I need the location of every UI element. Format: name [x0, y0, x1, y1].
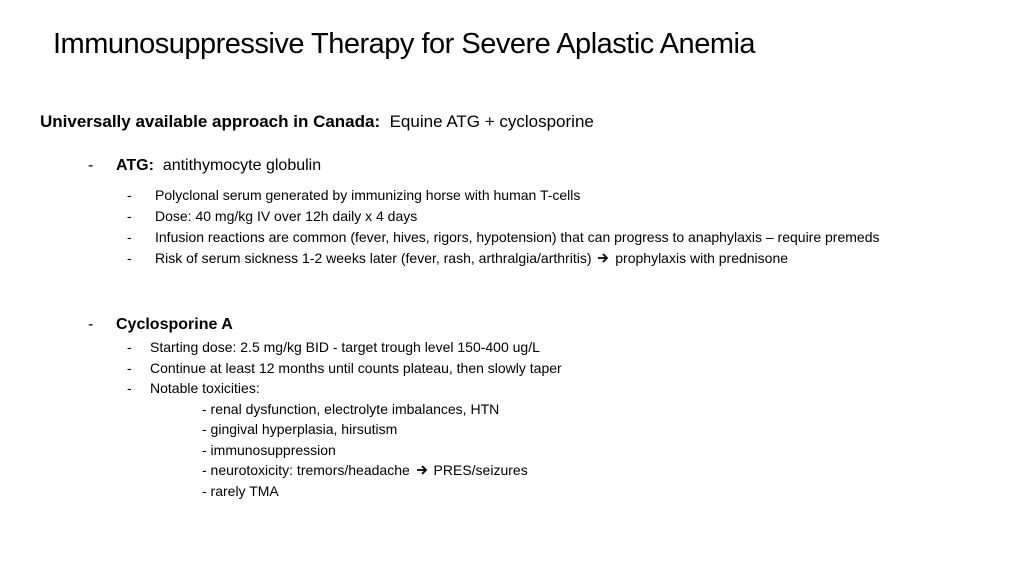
- toxicity-item: - rarely TMA: [202, 483, 279, 499]
- atg-item-text: Risk of serum sickness 1-2 weeks later (fever, rash, arthralgia/arthritis): [155, 250, 592, 266]
- toxicity-tail: PRES/seizures: [433, 462, 528, 478]
- atg-item-text: Polyclonal serum generated by immunizing horse with human T-cells: [155, 187, 581, 203]
- right-arrow-icon: [597, 250, 609, 266]
- bullet-dash: -: [127, 360, 132, 376]
- atg-item: [127, 250, 788, 266]
- bullet-dash: -: [88, 316, 94, 333]
- cyclosporine-heading-line: [88, 316, 233, 334]
- toxicity-item: - gingival hyperplasia, hirsutism: [202, 421, 398, 437]
- toxicity-text: - neurotoxicity: tremors/headache: [202, 462, 410, 478]
- slide-title: Immunosuppressive Therapy for Severe Aplastic Anemia: [53, 28, 756, 60]
- cyclosporine-item-text: Continue at least 12 months until counts plateau, then slowly taper: [150, 360, 562, 376]
- bullet-dash: -: [127, 250, 132, 266]
- atg-heading-line: [88, 157, 321, 175]
- toxicity-item: - immunosuppression: [202, 442, 336, 458]
- toxicity-item: [202, 462, 528, 478]
- intro-value: Equine ATG + cyclosporine: [389, 112, 594, 131]
- atg-item-text: Infusion reactions are common (fever, hives, rigors, hypotension) that can progress to anaphylaxis – require premeds: [155, 229, 880, 245]
- intro-label: Universally available approach in Canada:: [40, 112, 381, 131]
- cyclosporine-item: [127, 360, 562, 376]
- atg-item-tail: prophylaxis with prednisone: [615, 250, 789, 266]
- bullet-dash: -: [127, 380, 132, 396]
- atg-item: [127, 187, 580, 203]
- atg-item-text: Dose: 40 mg/kg IV over 12h daily x 4 days: [155, 208, 418, 224]
- atg-item: [127, 208, 417, 224]
- cyclosporine-item: [127, 339, 540, 355]
- cyclosporine-item-text: Starting dose: 2.5 mg/kg BID - target trough level 150-400 ug/L: [150, 339, 540, 355]
- atg-item: [127, 229, 879, 245]
- right-arrow-icon: [416, 462, 428, 478]
- cyclosporine-heading: Cyclosporine A: [116, 316, 233, 333]
- bullet-dash: -: [88, 157, 94, 174]
- bullet-dash: -: [127, 229, 132, 245]
- cyclosporine-item-text: Notable toxicities:: [150, 380, 260, 396]
- intro-line: [40, 112, 594, 132]
- toxicity-item: - renal dysfunction, electrolyte imbalances, HTN: [202, 401, 500, 417]
- atg-heading: ATG:: [116, 157, 154, 174]
- atg-description: antithymocyte globulin: [162, 157, 322, 174]
- bullet-dash: -: [127, 208, 132, 224]
- bullet-dash: -: [127, 187, 132, 203]
- cyclosporine-item: [127, 380, 260, 396]
- bullet-dash: -: [127, 339, 132, 355]
